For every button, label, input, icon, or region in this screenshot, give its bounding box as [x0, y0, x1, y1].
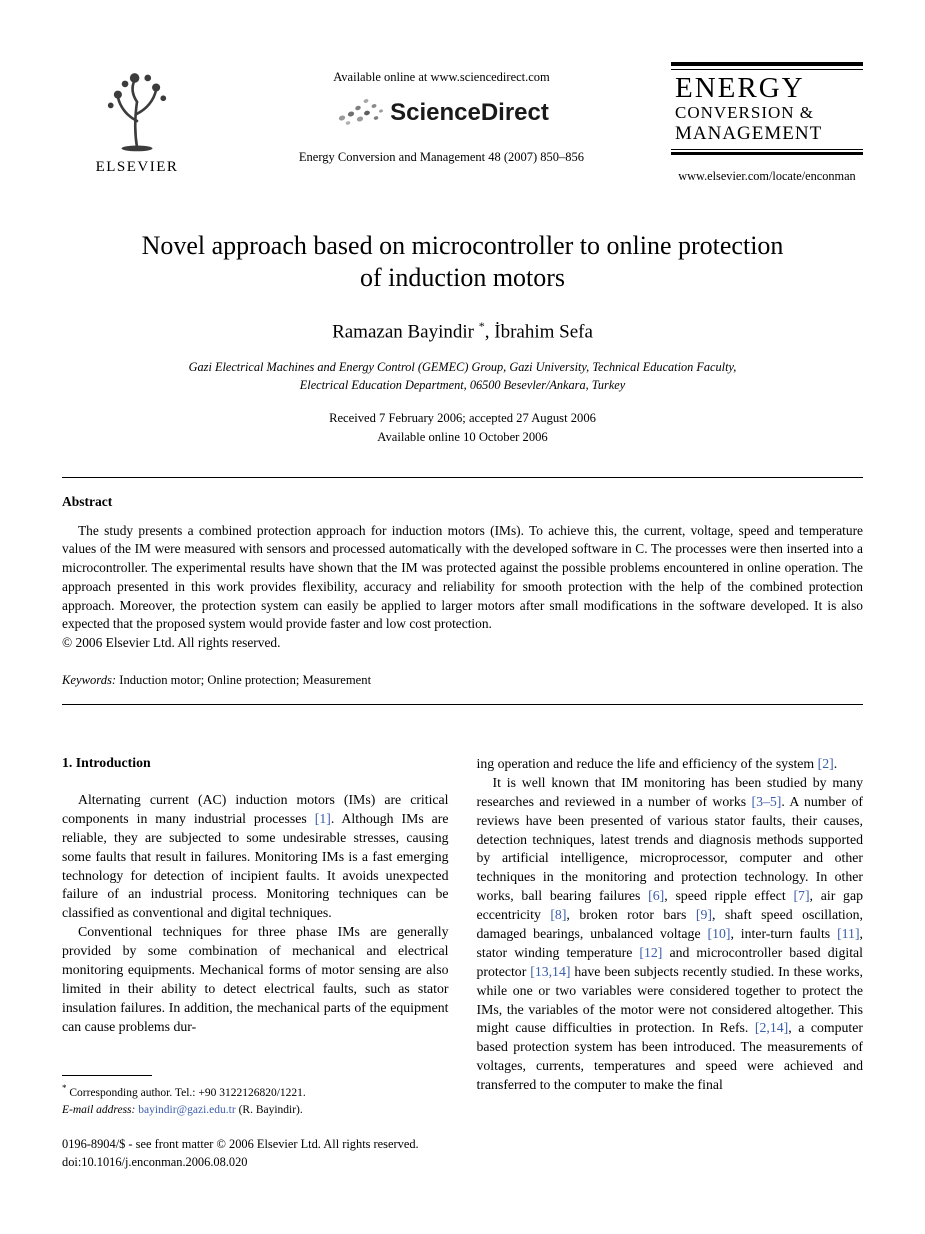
footnote-corresponding-text: Corresponding author. Tel.: +90 3122126820/1221. [66, 1086, 306, 1099]
body-text-segment: , shaft speed oscillation, damaged bearings, unbalanced voltage [476, 907, 863, 941]
body-text-segment: , stator winding temperature [476, 925, 863, 960]
body-text-segment: It is well known that IM monitoring has been studied by many researches and reviewed in a number of works [476, 774, 863, 809]
body-text-segment: , inter-turn faults [730, 925, 838, 941]
body-text-segment: have been subjects recently studied. In these works, while one or two variables were considered together to protect the IMs, the variables of the motor were not considered altogether. This might cause difficulties in protection. In Refs. [476, 963, 863, 1036]
article-footer [62, 1135, 863, 1172]
email-suffix: (R. Bayindir). [235, 1103, 303, 1116]
body-text-segment: Conventional techniques for three phase IMs are generally provided by some combination of mechanical and electrical monitoring equipments. Mechanical forms of motor sensing are also limited in their ability to detect electrical faults, such as stator insulation failures. In addition, the mechanical parts of the equipment can cause problems dur- [62, 924, 449, 1034]
right-column [477, 755, 864, 1119]
elsevier-label: ELSEVIER [95, 159, 179, 175]
issn-copyright-line: 0196-8904/$ - see front matter © 2006 Elsevier Ltd. All rights reserved. [62, 1136, 419, 1151]
body-text-segment: , broken rotor bars [566, 907, 696, 923]
footnote-corresponding [62, 1082, 449, 1102]
available-online-date: Available online 10 October 2006 [377, 429, 548, 444]
body-text-segment: , a computer based protection system has been introduced. The measurements of voltages, currents, temperatures and speed were achieved and transferred to the computer to make the final [476, 1020, 863, 1093]
footnote-block [62, 1075, 449, 1119]
citation-link[interactable]: [12] [639, 944, 663, 960]
abstract-text: The study presents a combined protection approach for induction motors (IMs). To achieve this, the current, voltage, speed and temperature values of the IM were measured with sensors and processed automatically with the developed software in C. The processes were then inserted into a microcontroller. The experimental results have shown that the IM was protected against the possible problems encountered in online operation. The approach presented in this work provides flexibility, accuracy and reliability for smooth protection with the help of the combined protection approach. Moreover, the protection system can easily be applied to larger motors after small modifications in the software developed. It is also expected that the proposed system would provide faster and low cost protection. [62, 522, 863, 632]
section-heading-introduction: 1. Introduction [62, 754, 151, 770]
citation-link[interactable]: [7] [793, 888, 810, 904]
author-line [62, 319, 863, 343]
body-columns [62, 755, 863, 1119]
journal-citation: Energy Conversion and Management 48 (2007) 850–856 [298, 150, 585, 164]
body-paragraph [477, 755, 864, 774]
affiliation-line2: Electrical Education Department, 06500 Besevler/Ankara, Turkey [299, 377, 626, 392]
body-text-segment: . [833, 755, 838, 771]
keywords-label: Keywords: [62, 672, 117, 687]
journal-logo-block [671, 62, 863, 184]
citation-link[interactable]: [11] [837, 925, 860, 941]
divider-rule-top [62, 477, 863, 478]
keywords-list: Induction motor; Online protection; Measurement [116, 672, 372, 687]
abstract-copyright: © 2006 Elsevier Ltd. All rights reserved. [62, 635, 281, 651]
article-dates [62, 409, 863, 447]
doi-line[interactable]: doi:10.1016/j.enconman.2006.08.020 [62, 1155, 248, 1170]
citation-link[interactable]: [1] [314, 810, 331, 826]
body-text-segment: . Although IMs are reliable, they are subjected to some undesirable stresses, causing some faults that result in failures. Monitoring IMs is a fast emerging technology for detection of incipient faults. It avoids unexpected failure of an industrial process. Monitoring techniques can be classified as conventional and digital techniques. [62, 810, 449, 921]
body-text-segment: Alternating current (AC) induction motors (IMs) are critical components in many industrial processes [62, 791, 449, 826]
citation-link[interactable]: [13,14] [530, 963, 571, 979]
citation-link[interactable]: [10] [707, 925, 731, 941]
sciencedirect-wordmark: ScienceDirect [390, 98, 549, 126]
sciencedirect-dots-icon [334, 91, 386, 134]
sciencedirect-logo [334, 91, 549, 134]
footnote-rule [62, 1075, 152, 1076]
citation-link[interactable]: [2] [817, 755, 834, 771]
citation-link[interactable]: [6] [648, 888, 665, 904]
journal-logo-line1: ENERGY [675, 72, 805, 104]
footnote-marker: * [62, 1082, 67, 1093]
corresponding-author-marker[interactable]: * [478, 318, 485, 333]
divider-rule-bottom [62, 704, 863, 705]
received-accepted-date: Received 7 February 2006; accepted 27 August 2006 [329, 410, 596, 425]
journal-logo [671, 62, 863, 155]
body-text-segment: ing operation and reduce the life and efficiency of the system [476, 755, 818, 771]
keywords-line [62, 673, 863, 688]
body-paragraph [62, 923, 449, 1036]
footnote-email-line [62, 1102, 449, 1119]
journal-logo-line2: CONVERSION & [675, 103, 815, 123]
journal-header [62, 62, 863, 184]
journal-logo-line3: MANAGEMENT [675, 122, 823, 144]
article-title-line2: of induction motors [359, 263, 566, 293]
body-text-segment: , speed ripple effect [664, 888, 794, 904]
body-text-segment: , air gap eccentricity [476, 888, 863, 923]
article-title-line1: Novel approach based on microcontroller to online protection [141, 230, 784, 260]
author-name-1: Ramazan Bayindir [332, 321, 475, 343]
citation-link[interactable]: [3–5] [751, 793, 782, 809]
elsevier-logo [62, 62, 212, 176]
abstract-heading: Abstract [62, 493, 113, 509]
citation-link[interactable]: [2,14] [754, 1020, 789, 1036]
citation-link[interactable]: [9] [695, 907, 712, 923]
journal-logo-rule [671, 152, 863, 155]
author-name-2: , İbrahim Sefa [484, 321, 593, 343]
header-center [212, 62, 671, 165]
body-text-segment: . A number of reviews have been presented of various stator faults, their causes, detection techniques, latest trends and diagnosis methods supported by artificial intelligence, microprocessor, computer and other techniques in the monitoring and protection technology. In other works, ball bearing failures [476, 793, 863, 904]
body-text-segment: and microcontroller based digital protector [476, 944, 863, 979]
article-title [62, 230, 863, 295]
affiliation [62, 359, 863, 395]
citation-link[interactable]: [8] [550, 907, 567, 923]
email-label: E-mail address: [62, 1103, 136, 1116]
elsevier-tree-icon [95, 139, 179, 156]
email-link[interactable]: bayindir@gazi.edu.tr [135, 1103, 236, 1116]
left-column [62, 755, 449, 1119]
available-online-text: Available online at www.sciencedirect.com [333, 70, 550, 84]
affiliation-line1: Gazi Electrical Machines and Energy Control (GEMEC) Group, Gazi University, Technical Education Faculty, [188, 360, 737, 375]
body-paragraph [477, 774, 864, 1095]
journal-homepage-url[interactable]: www.elsevier.com/locate/enconman [678, 168, 856, 183]
body-paragraph [62, 791, 449, 923]
